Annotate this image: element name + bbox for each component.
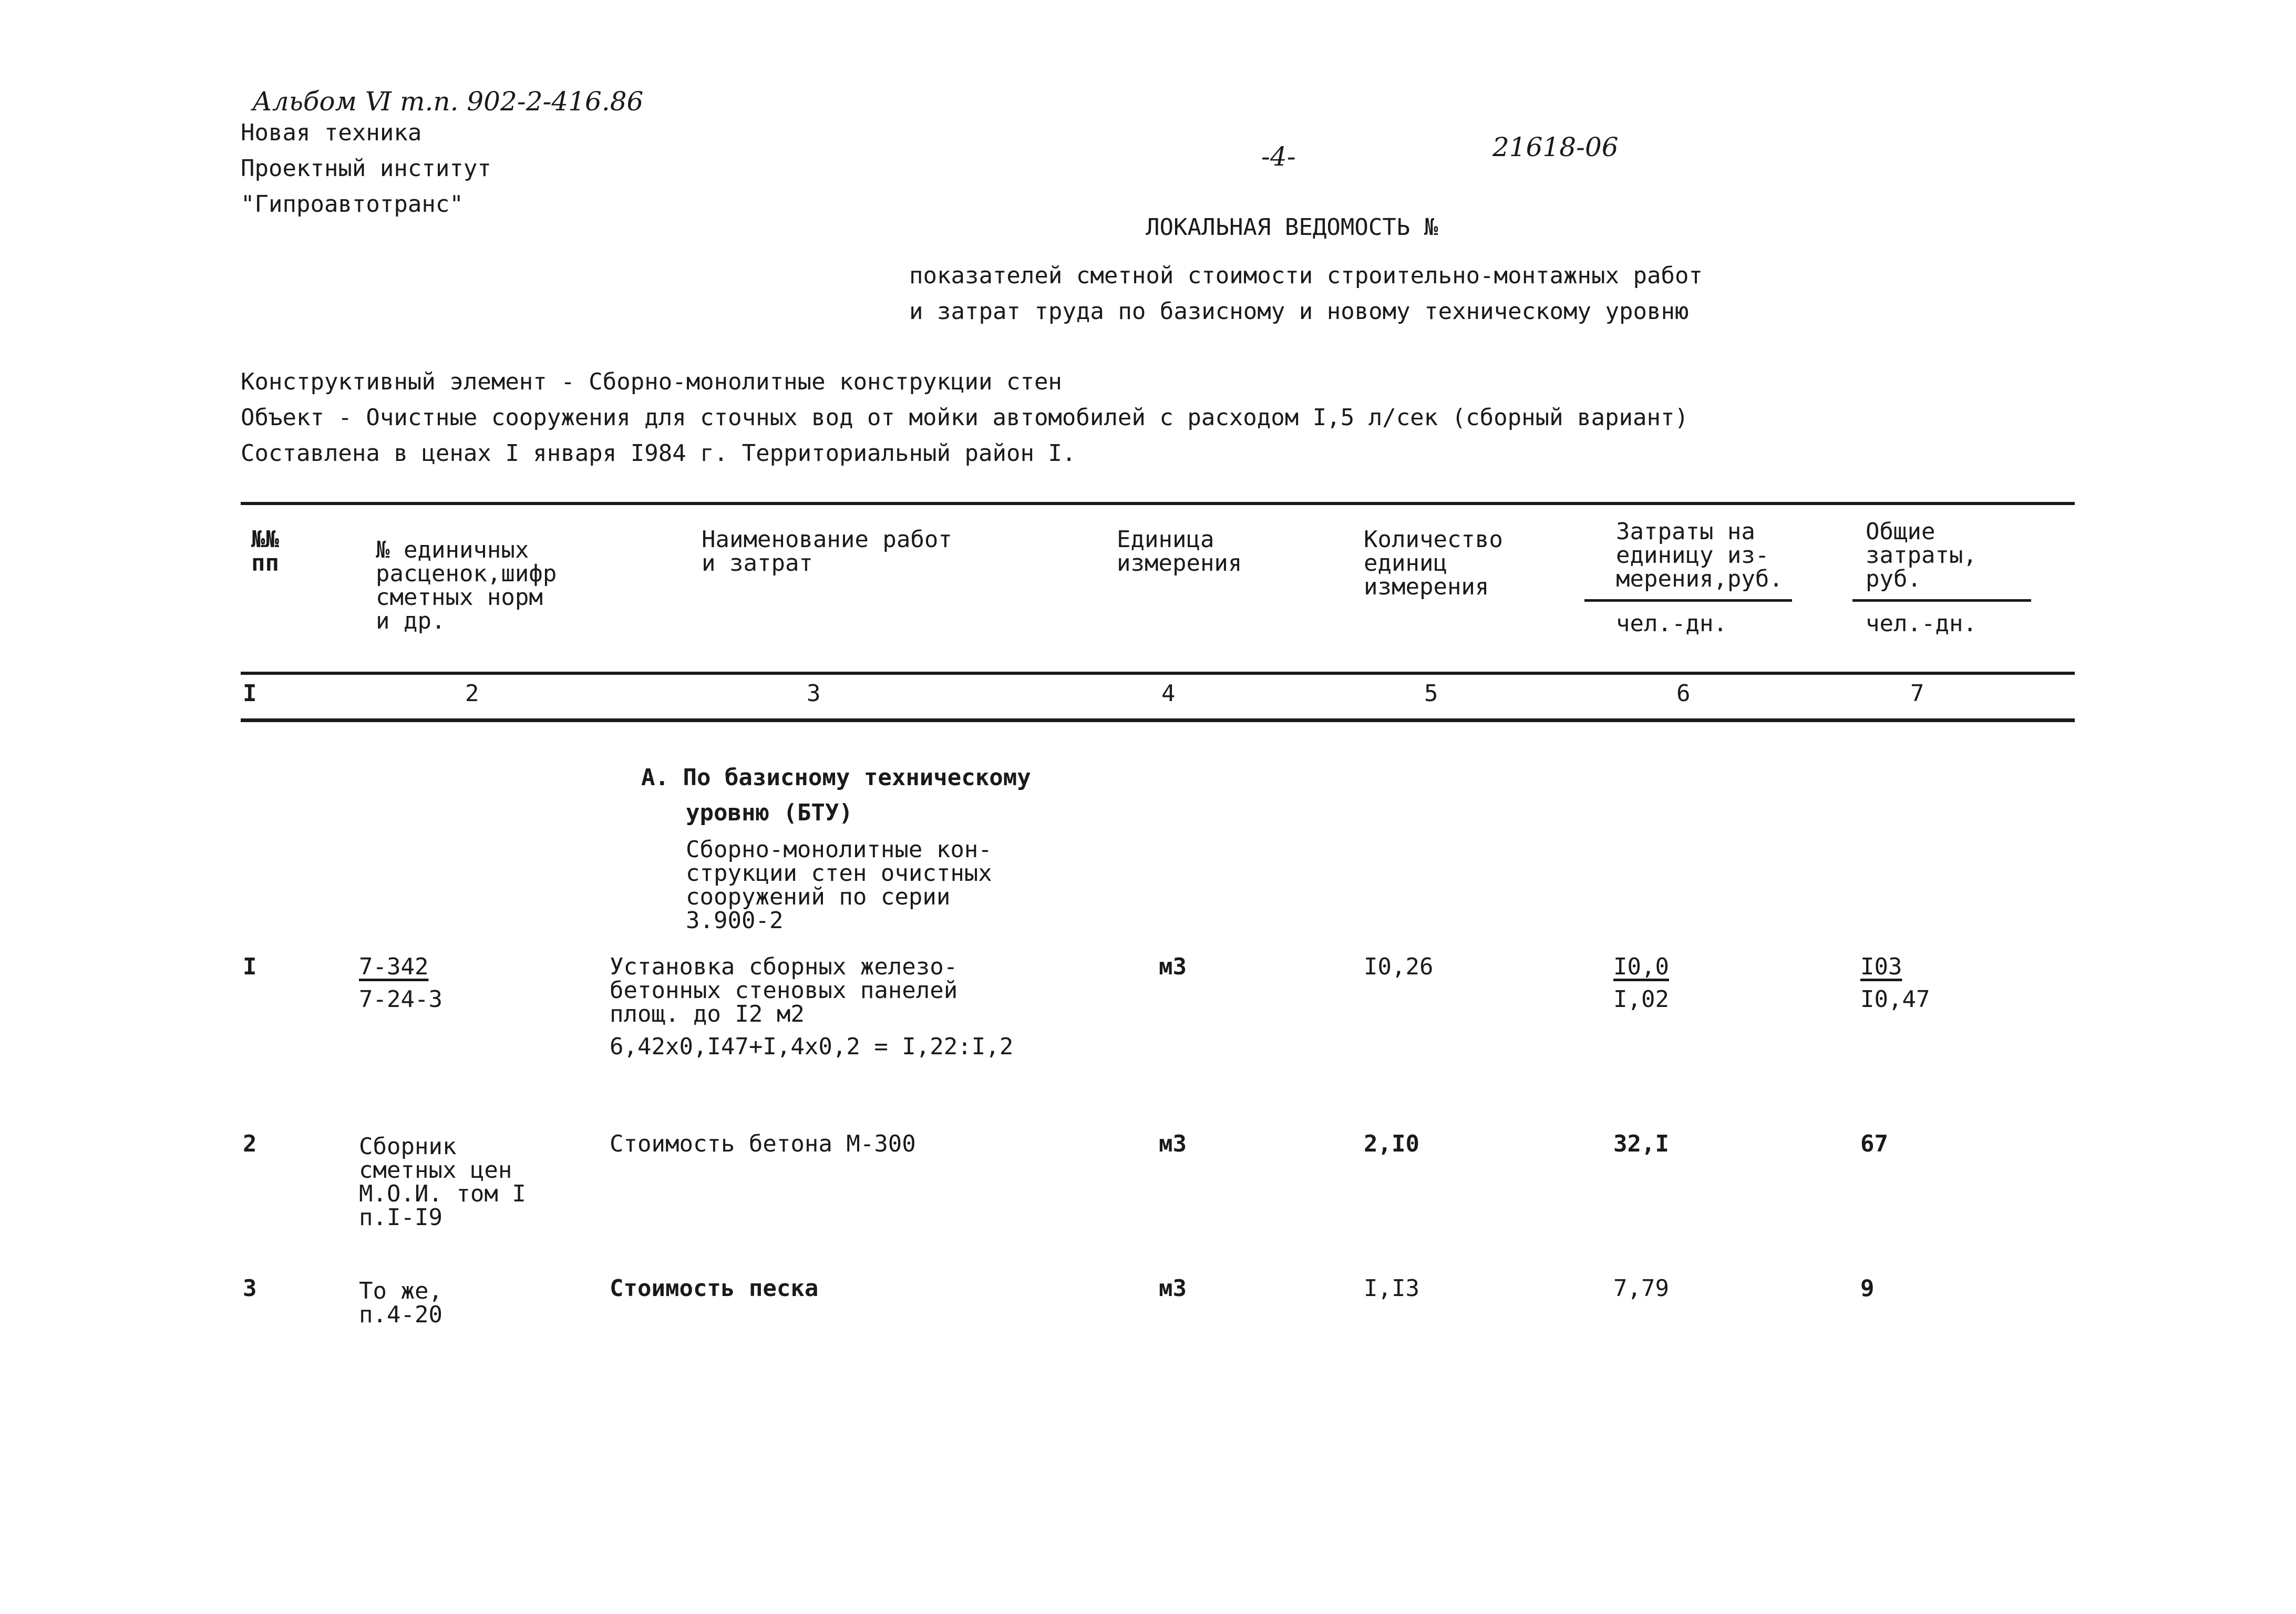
row-1-total-cost: I03 [1860,953,1902,980]
row-3-work-name: Стоимость песка [610,1275,819,1302]
header-rate-code: № единичных расценок,шифр сметных норм и др. [376,537,557,634]
table-top-rule [241,502,2075,505]
header-quantity: Количество единиц измерения [1364,526,1503,600]
row-1-work-name: Установка сборных железо- бетонных стеновых панелей площ. до I2 м2 [610,953,958,1027]
row-1-unit-cost: I0,0 [1613,953,1669,980]
column-number-7: 7 [1910,680,1924,707]
row-2-work-name: Стоимость бетона М-300 [610,1130,916,1157]
album-reference: Альбом Ⅵ т.п. 902-2-416.86 [252,86,644,117]
page-number: -4- [1261,141,1296,172]
row-2-unit: м3 [1159,1130,1187,1157]
document-heading: ЛОКАЛЬНАЯ ВЕДОМОСТЬ № [1146,214,1438,241]
row-3-code: То же, п.4-20 [359,1278,442,1328]
row-1-unit-labor: I,02 [1613,986,1669,1013]
column-number-6: 6 [1676,680,1691,707]
column-number-1: I [243,680,257,707]
section-title-line-2: уровню (БТУ) [686,799,853,826]
header-work-name: Наименование работ и затрат [702,526,952,577]
row-3-quantity: I,I3 [1364,1275,1419,1302]
row-1-total-labor: I0,47 [1860,986,1930,1013]
row-2-code: Сборник сметных цен М.О.И. том I п.I-I9 [359,1133,526,1231]
document-subtitle-2: и затрат труда по базисному и новому техническому уровню [909,298,1689,325]
row-3-total-cost: 9 [1860,1275,1875,1302]
header-total-cost: Общие затраты, руб. [1866,518,1977,592]
row-1-code-top: 7-342 [359,953,429,980]
document-code: 21618-06 [1492,132,1619,162]
row-1-quantity: I0,26 [1364,953,1434,980]
header-unit: Единица измерения [1117,526,1242,577]
header-total-labor: чел.-дн. [1866,610,1977,637]
row-2-number: 2 [243,1130,257,1157]
row-2-unit-cost: 32,I [1613,1130,1669,1157]
col7-header-divider [1852,599,2031,602]
row-1-calculation: 6,42х0,I47+I,4х0,2 = I,22:I,2 [610,1033,1014,1060]
org-line-2: Проектный институт [241,155,491,182]
col6-header-divider [1584,599,1792,602]
org-line-1: Новая техника [241,119,422,146]
row-3-unit: м3 [1159,1275,1187,1302]
row-3-number: 3 [243,1275,257,1302]
document-subtitle-1: показателей сметной стоимости строительно-монтажных работ [909,262,1703,289]
header-unit-cost: Затраты на единицу из- мерения,руб. [1616,518,1783,592]
row-3-unit-cost: 7,79 [1613,1275,1669,1302]
row-1-unit: м3 [1159,953,1187,980]
section-subtitle: Сборно-монолитные кон- струкции стен очистных сооружений по серии 3.900-2 [686,836,992,934]
row-2-total-cost: 67 [1860,1130,1888,1157]
prices-basis: Составлена в ценах I января I984 г. Территориальный район I. [241,440,1076,467]
org-line-3: "Гипроавтотранс" [241,191,464,218]
header-bottom-rule [241,672,2075,675]
constructive-element: Конструктивный элемент - Сборно-монолитные конструкции стен [241,368,1062,395]
header-row-number: №№ пп [251,526,279,577]
column-number-2: 2 [465,680,479,707]
column-number-4: 4 [1161,680,1176,707]
section-title-line-1: А. По базисному техническому [641,764,1031,791]
column-number-5: 5 [1424,680,1438,707]
column-number-3: 3 [807,680,821,707]
row-2-quantity: 2,I0 [1364,1130,1419,1157]
header-unit-labor: чел.-дн. [1616,610,1727,637]
column-numbers-rule [241,718,2075,722]
row-1-number: I [243,953,257,980]
object-description: Объект - Очистные сооружения для сточных вод от мойки автомобилей с расходом I,5 л/сек (сборный вариант) [241,404,1688,431]
row-1-code-bottom: 7-24-3 [359,986,442,1013]
